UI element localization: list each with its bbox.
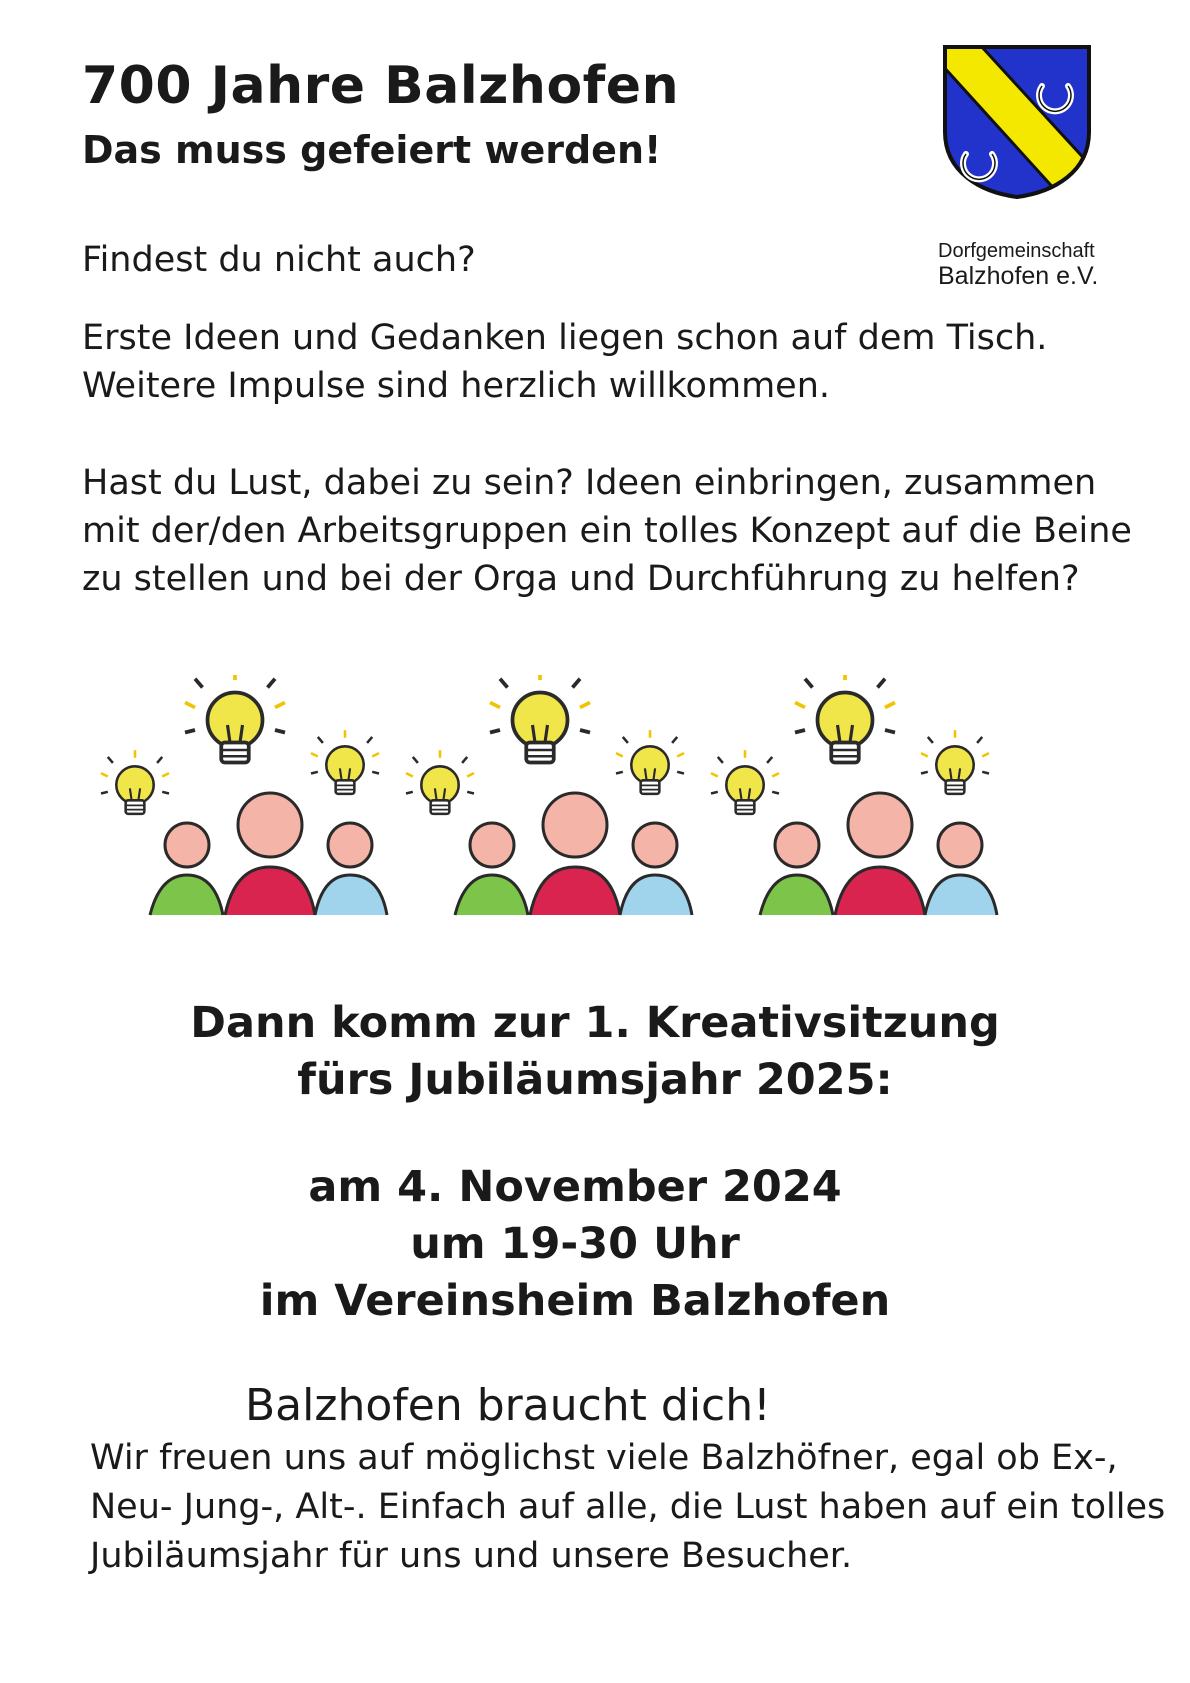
- page-title: 700 Jahre Balzhofen: [82, 56, 680, 116]
- event-location: im Vereinsheim Balzhofen: [259, 1276, 891, 1326]
- invitation-headline-2: fürs Jubiläumsjahr 2025:: [297, 1055, 893, 1105]
- coat-of-arms-icon: [942, 44, 1092, 200]
- closing-text: Wir freuen uns auf möglichst viele Balzhöfner, egal ob Ex-, Neu- Jung-, Alt-. Einfach auf alle, die Lust haben auf ein tolles Jubiläumsjahr für uns und unsere Besucher.: [90, 1438, 1166, 1576]
- event-time: um 19-30 Uhr: [410, 1219, 740, 1269]
- intro-question: Findest du nicht auch?: [82, 240, 476, 280]
- organization-name-line2: Balzhofen e.V.: [938, 262, 1099, 290]
- invitation-headline-1: Dann komm zur 1. Kreativsitzung: [190, 998, 1000, 1048]
- closing-tagline: Balzhofen braucht dich!: [245, 1380, 771, 1431]
- organization-name-line1: Dorfgemeinschaft: [938, 240, 1095, 262]
- event-date: am 4. November 2024: [308, 1162, 842, 1212]
- page-subtitle: Das muss gefeiert werden!: [82, 128, 662, 172]
- intro-paragraph-1: Erste Ideen und Gedanken liegen schon auf dem Tisch. Weitere Impulse sind herzlich willkommen.: [82, 318, 1048, 406]
- people-with-lightbulbs-icon: [100, 675, 1100, 940]
- intro-paragraph-2: Hast du Lust, dabei zu sein? Ideen einbringen, zusammen mit der/den Arbeitsgruppen ein tolles Konzept auf die Beine zu stellen und bei der Orga und Durchführung zu helfen?: [82, 463, 1132, 599]
